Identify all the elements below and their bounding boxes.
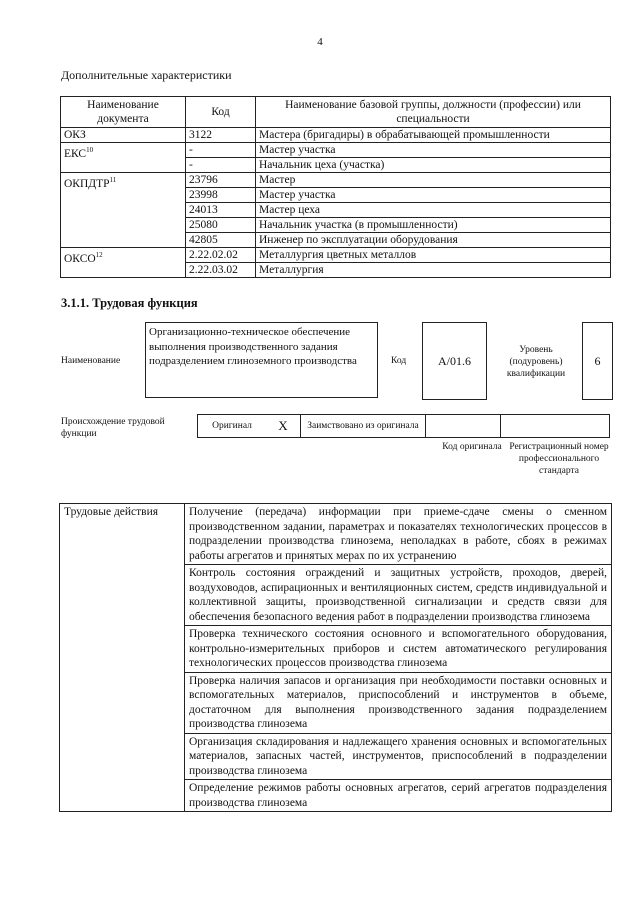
actions-label: Трудовые действия	[60, 504, 185, 812]
classifier-table	[60, 96, 611, 278]
original-mark: X	[266, 415, 301, 438]
name-cell: Мастера (бригадиры) в обрабатывающей промышленности	[256, 128, 611, 143]
function-name-box: Организационно-техническое обеспечение выполнения производственного задания подразделением глиноземного производства	[145, 322, 378, 398]
table-row	[61, 173, 611, 188]
code-label: Код	[391, 356, 407, 366]
table-row	[61, 143, 611, 158]
level-label: Уровень (подуровень) квалификации	[506, 345, 566, 379]
code-cell: 23998	[186, 188, 256, 203]
doc-cell: ОКЗ	[61, 128, 186, 143]
doc-cell: ЕКС$^{10}$	[61, 143, 186, 173]
origin-code-caption: Код оригинала	[442, 442, 502, 452]
action-item: Получение (передача) информации при приеме-сдаче смены о сменном производственном задании, параметрах и показателях технологических процессов в подразделении производства глинозема, неполадках в работе, сбоях в режимах работы агрегатов и принятых мерах по их устранению	[185, 504, 612, 565]
original-label: Оригинал	[198, 415, 267, 438]
code-cell: 25080	[186, 218, 256, 233]
name-cell: Мастер участка	[256, 188, 611, 203]
origin-code-cell	[426, 415, 501, 438]
name-cell: Мастер	[256, 173, 611, 188]
table-row	[60, 504, 612, 565]
code-cell: 24013	[186, 203, 256, 218]
labor-actions-table	[59, 503, 612, 812]
code-cell: 2.22.02.02	[186, 248, 256, 263]
code-cell: 23796	[186, 173, 256, 188]
name-cell: Мастер участка	[256, 143, 611, 158]
table-row	[61, 128, 611, 143]
code-cell: 2.22.03.02	[186, 263, 256, 278]
name-cell: Мастер цеха	[256, 203, 611, 218]
code-cell: 3122	[186, 128, 256, 143]
page-number: 4	[317, 36, 323, 48]
header-document: Наименование документа	[61, 97, 186, 128]
header-group-name: Наименование базовой группы, должности (профессии) или специальности	[256, 97, 611, 128]
action-item: Проверка наличия запасов и организация при необходимости поставки основных и вспомогательных материалов, приспособлений и инструментов в объеме, достаточном для выполнения производственного задания подразделением производства глинозема	[185, 672, 612, 733]
code-cell: 42805	[186, 233, 256, 248]
action-item: Контроль состояния ограждений и защитных устройств, проходов, дверей, воздуховодов, аспирационных и вентиляционных систем, средств индивидуальной и коллективной защиты, производственной сигнализации и средств связи для обеспечения безопасного ведения работ в подразделении производства глинозема	[185, 565, 612, 626]
action-item: Организация складирования и надлежащего хранения основных и вспомогательных материалов, запасных частей, инструментов, приспособлений в подразделении производства глинозема	[185, 733, 612, 780]
classifier-table-header	[61, 97, 611, 128]
name-cell: Металлургия	[256, 263, 611, 278]
function-title: 3.1.1. Трудовая функция	[61, 296, 198, 310]
borrowed-label: Заимствовано из оригинала	[301, 415, 426, 438]
doc-cell: ОКСО$^{12}$	[61, 248, 186, 278]
origin-label: Происхождение трудовой функции	[61, 417, 165, 439]
reg-number-cell	[501, 415, 610, 438]
name-cell: Начальник цеха (участка)	[256, 158, 611, 173]
level-value-box: 6	[582, 322, 613, 400]
section-heading: Дополнительные характеристики	[61, 68, 232, 82]
origin-table	[197, 414, 610, 438]
table-row	[61, 248, 611, 263]
doc-cell: ОКПДТР$^{11}$	[61, 173, 186, 248]
action-item: Проверка технического состояния основного и вспомогательного оборудования, контрольно-измерительных приборов и систем автоматического регулирования технологических процессов производства глинозема	[185, 626, 612, 673]
name-cell: Инженер по эксплуатации оборудования	[256, 233, 611, 248]
reg-number-caption: Регистрационный номер профессионального стандарта	[509, 442, 609, 476]
header-code: Код	[186, 97, 256, 128]
action-item: Определение режимов работы основных агрегатов, серий агрегатов подразделения производства глинозема	[185, 780, 612, 812]
code-cell: -	[186, 143, 256, 158]
name-cell: Металлургия цветных металлов	[256, 248, 611, 263]
name-cell: Начальник участка (в промышленности)	[256, 218, 611, 233]
function-code-box: A/01.6	[422, 322, 487, 400]
name-label: Наименование	[61, 356, 121, 366]
code-cell: -	[186, 158, 256, 173]
